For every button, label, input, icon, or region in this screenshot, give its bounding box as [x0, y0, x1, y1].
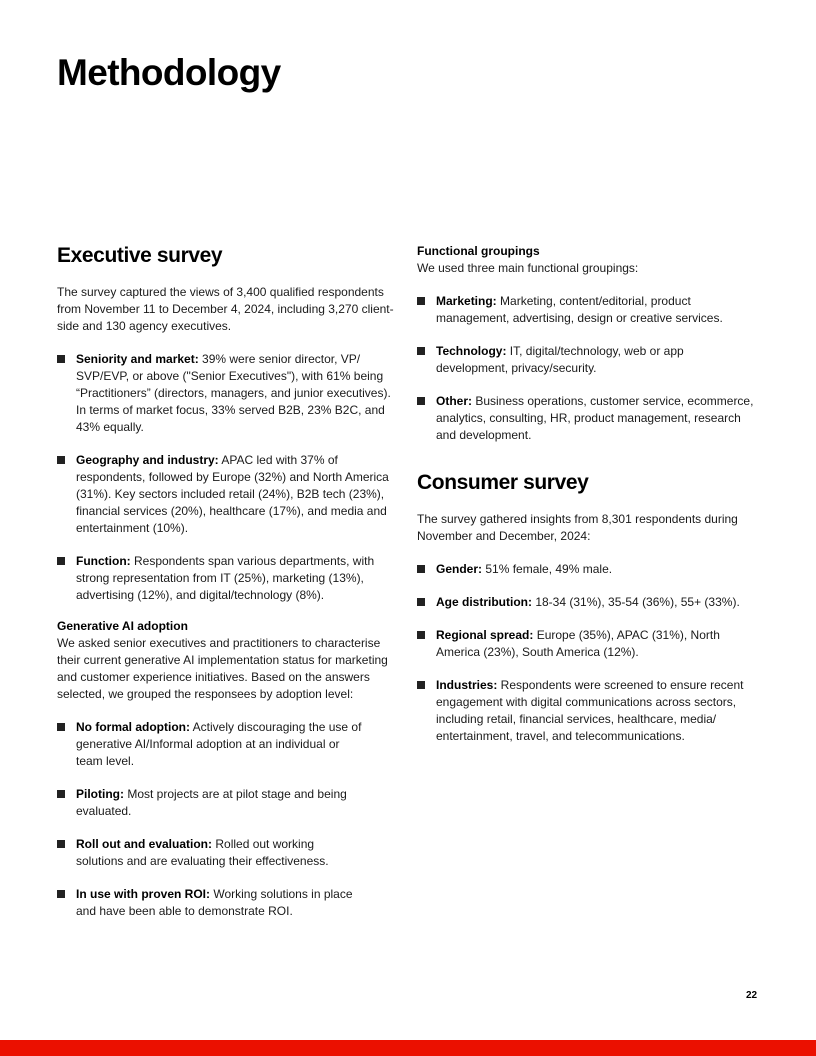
consumer-survey-intro: The survey gathered insights from 8,301 respondents during November and December, 2024: — [417, 512, 738, 543]
bullet-label: Age distribution: — [436, 595, 532, 609]
list-item — [417, 293, 757, 327]
bullet-label: Other: — [436, 394, 472, 408]
bullet-text: Rolled out working solutions and are evaluating their effectiveness. — [76, 837, 329, 868]
bullet-label: No formal adoption: — [76, 720, 190, 734]
bullet-square-icon — [57, 355, 65, 363]
bullet-label: Marketing: — [436, 294, 497, 308]
bullet-square-icon — [417, 397, 425, 405]
bullet-text: Respondents span various departments, with strong representation from IT (25%), marketing (13%), advertising (12%), and digital/technology (8%). — [76, 554, 375, 602]
genai-adoption-heading: Generative AI adoption — [57, 619, 188, 633]
bullet-square-icon — [417, 347, 425, 355]
list-item — [57, 553, 397, 604]
consumer-survey-title: Consumer survey — [417, 471, 589, 494]
bullet-square-icon — [57, 557, 65, 565]
bullet-label: Roll out and evaluation: — [76, 837, 213, 851]
bullet-text: 18-34 (31%), 35-54 (36%), 55+ (33%). — [532, 595, 740, 609]
genai-adoption-intro: We asked senior executives and practitioners to characterise their current generative AI implementation status for marketing and customer experience initiatives. Based on the answers selected, we grouped the responsees by adoption level: — [57, 636, 388, 701]
bullet-text: Working solutions in place and have been able to demonstrate ROI. — [76, 887, 353, 918]
list-item — [57, 836, 362, 870]
list-item — [57, 886, 362, 920]
left-column — [57, 243, 397, 936]
bullet-text: APAC led with 37% of respondents, followed by Europe (32%) and North America (31%). Key sectors included retail (24%), B2B tech (23%), financial services (20%), healthcare (17%), and media and entertainment (10%). — [76, 453, 389, 535]
page-number: 22 — [746, 990, 758, 1001]
executive-survey-title: Executive survey — [57, 244, 223, 267]
list-item — [417, 393, 757, 444]
right-column — [417, 243, 757, 761]
bullet-square-icon — [57, 890, 65, 898]
bullet-label: Geography and industry: — [76, 453, 219, 467]
bullet-text: IT, digital/technology, web or app development, privacy/security. — [436, 344, 684, 375]
bullet-text: Business operations, customer service, ecommerce, analytics, consulting, HR, product management, research and development. — [436, 394, 754, 442]
bullet-label: Gender: — [436, 562, 483, 576]
bullet-label: Industries: — [436, 678, 498, 692]
executive-bullets — [57, 351, 397, 604]
bullet-text: Marketing, content/editorial, product management, advertising, design or creative services. — [436, 294, 723, 325]
bullet-label: Function: — [76, 554, 131, 568]
bullet-square-icon — [417, 598, 425, 606]
adoption-bullets — [57, 719, 362, 920]
bullet-square-icon — [417, 565, 425, 573]
consumer-bullets — [417, 561, 757, 745]
bullet-square-icon — [57, 840, 65, 848]
bullet-label: Seniority and market: — [76, 352, 199, 366]
list-item — [417, 343, 757, 377]
bullet-text: 39% were senior director, VP/ SVP/EVP, or above ("Senior Executives"), with 61% being “Practitioners” (directors, managers, and junior executives). In terms of market focus, 33% served B2B, 23% B2C, and 43% equally. — [76, 352, 391, 434]
functional-groupings-intro: We used three main functional groupings: — [417, 261, 639, 275]
bullet-label: Piloting: — [76, 787, 124, 801]
bullet-text: Respondents were screened to ensure recent engagement with digital communications across sectors, including retail, financial services, healthcare, media/ entertainment, travel, and telecommunications. — [436, 678, 744, 743]
footer-accent-bar — [0, 1040, 816, 1056]
list-item — [57, 351, 397, 436]
functional-bullets — [417, 293, 757, 444]
bullet-label: Technology: — [436, 344, 507, 358]
bullet-square-icon — [417, 631, 425, 639]
list-item — [417, 627, 757, 661]
bullet-square-icon — [57, 456, 65, 464]
bullet-label: In use with proven ROI: — [76, 887, 211, 901]
bullet-label: Regional spread: — [436, 628, 534, 642]
bullet-text: Most projects are at pilot stage and being evaluated. — [76, 787, 347, 818]
list-item — [57, 719, 362, 770]
executive-survey-intro: The survey captured the views of 3,400 qualified respondents from November 11 to December 4, 2024, including 3,270 client-side and 130 agency executives. — [57, 285, 394, 333]
bullet-square-icon — [57, 790, 65, 798]
bullet-square-icon — [417, 681, 425, 689]
bullet-text: 51% female, 49% male. — [482, 562, 613, 576]
bullet-square-icon — [57, 723, 65, 731]
list-item — [417, 594, 757, 611]
page-title: Methodology — [57, 52, 281, 93]
list-item — [417, 677, 757, 745]
functional-groupings-heading: Functional groupings — [417, 244, 540, 258]
bullet-text: Actively discouraging the use of generative AI/Informal adoption at an individual or team level. — [76, 720, 362, 768]
list-item — [417, 561, 757, 578]
bullet-square-icon — [417, 297, 425, 305]
bullet-text: Europe (35%), APAC (31%), North America (23%), South America (12%). — [436, 628, 720, 659]
list-item — [57, 452, 397, 537]
list-item — [57, 786, 362, 820]
